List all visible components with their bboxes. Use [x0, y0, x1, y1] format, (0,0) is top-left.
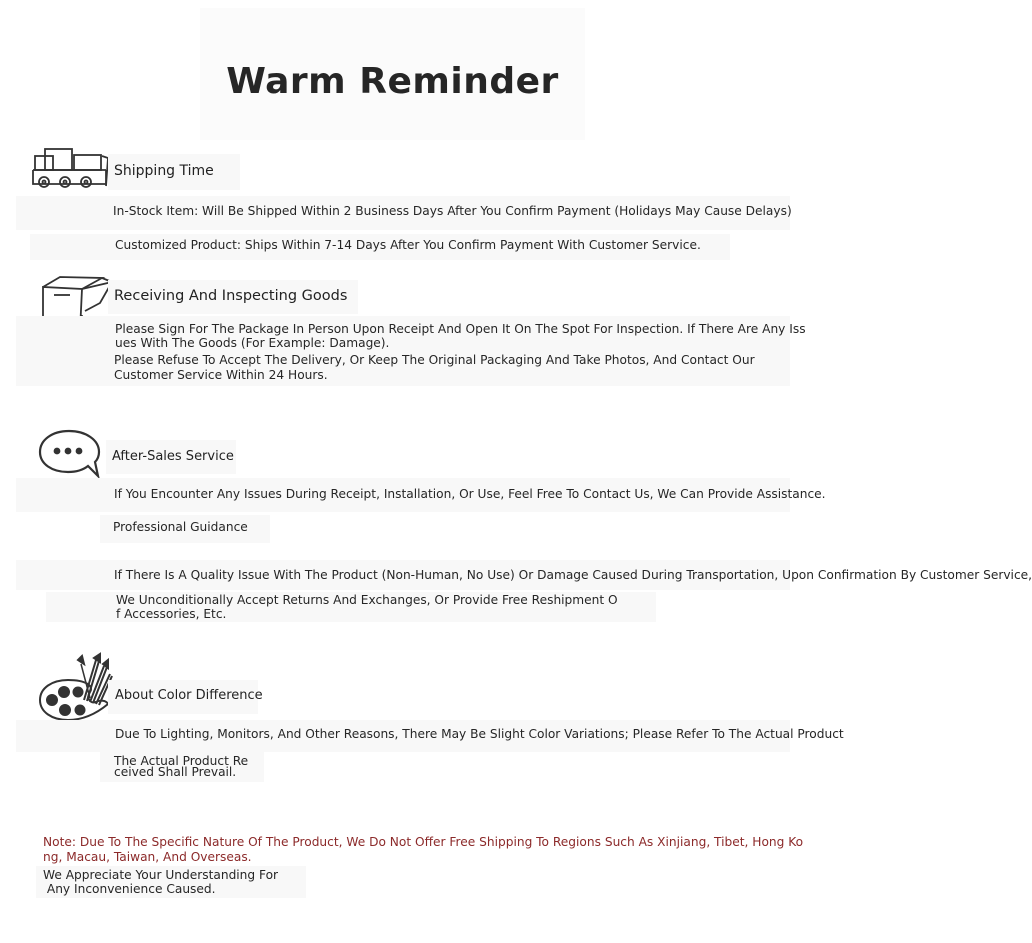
thanks-line2: Any Inconvenience Caused. — [43, 882, 216, 896]
color-prevail-line1: The Actual Product Re — [114, 754, 249, 768]
receiving-refuse-line1: Please Refuse To Accept The Delivery, Or Keep The Original Packaging And Take Photos, And Contact Our — [114, 353, 755, 367]
color-prevail-line2: ceived Shall Prevail. — [114, 765, 237, 779]
aftersales-contact-text: If You Encounter Any Issues During Receipt, Installation, Or Use, Feel Free To Contact Us, We Can Provide Assistance. — [114, 487, 826, 501]
shipping-instock-text: In-Stock Item: Will Be Shipped Within 2 Business Days After You Confirm Payment (Holidays May Cause Delays) — [113, 204, 792, 218]
aftersales-heading: After-Sales Service — [112, 449, 234, 464]
receiving-inspect-line2: ues With The Goods (For Example: Damage). — [115, 336, 390, 350]
aftersales-returns-line1: We Unconditionally Accept Returns And Exchanges, Or Provide Free Reshipment O — [116, 593, 618, 607]
palette-icon — [38, 652, 114, 722]
chat-bubble-icon — [38, 428, 102, 480]
shipping-note-line1: Note: Due To The Specific Nature Of The Product, We Do Not Offer Free Shipping To Regions Such As Xinjiang, Tibet, Hong Ko — [43, 835, 804, 849]
receiving-refuse-line2: Customer Service Within 24 Hours. — [114, 368, 328, 382]
receiving-inspect-line1: Please Sign For The Package In Person Upon Receipt And Open It On The Spot For Inspection. If There Are Any Iss — [115, 322, 806, 336]
color-variation-text: Due To Lighting, Monitors, And Other Reasons, There May Be Slight Color Variations; Please Refer To The Actual Product — [115, 727, 844, 741]
receiving-heading: Receiving And Inspecting Goods — [114, 288, 348, 304]
page-title: Warm Reminder — [200, 8, 585, 140]
thanks-line1: We Appreciate Your Understanding For — [43, 868, 279, 882]
color-heading: About Color Difference — [115, 688, 263, 703]
truck-icon — [32, 146, 110, 192]
aftersales-returns-line2: f Accessories, Etc. — [116, 607, 227, 621]
shipping-note-line2: ng, Macau, Taiwan, And Overseas. — [43, 850, 252, 864]
aftersales-quality-text: If There Is A Quality Issue With The Product (Non-Human, No Use) Or Damage Caused During Transportation, Upon Confirmation By Customer Service, — [114, 568, 1032, 582]
aftersales-guidance-text: Professional Guidance — [113, 520, 248, 534]
shipping-custom-text: Customized Product: Ships Within 7-14 Days After You Confirm Payment With Customer Service. — [115, 238, 701, 252]
shipping-heading: Shipping Time — [114, 163, 214, 179]
